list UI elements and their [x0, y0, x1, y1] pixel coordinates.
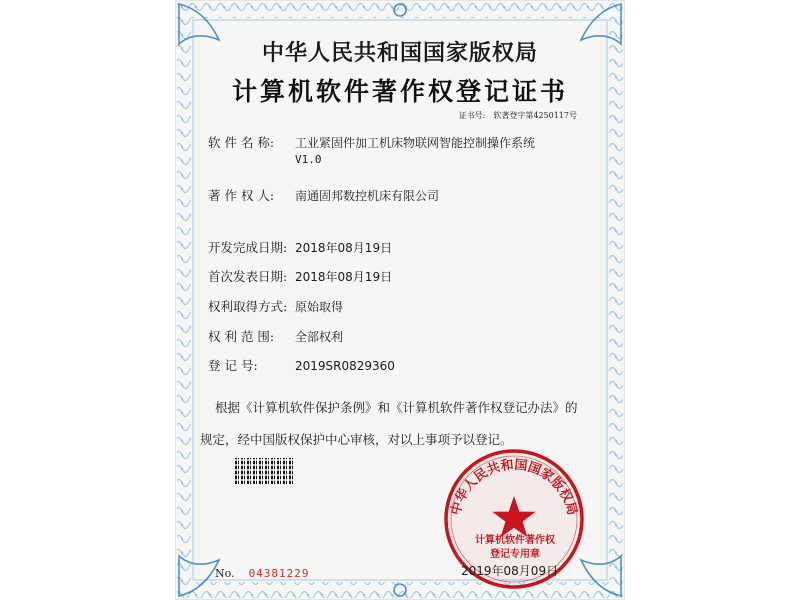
owner-value: 南通固邦数控机床有限公司 [295, 189, 440, 203]
serial-number-label: No. [215, 567, 235, 580]
dev-date-label: 开发完成日期: [208, 240, 288, 255]
issuer-name: 中华人民共和国国家版权局 [261, 40, 538, 66]
rights-scope-label: 权 利 范 围: [208, 329, 275, 344]
field-rights-scope [208, 327, 343, 345]
acquire-method-value: 原始取得 [295, 300, 344, 314]
legal-basis-line-1: 根据《计算机软件保护条例》和《计算机软件著作权登记办法》的 [215, 400, 578, 415]
certificate-number-value: 软著登字第4250117号 [493, 111, 577, 120]
publish-date-label: 首次发表日期: [208, 269, 288, 284]
field-publish-date [208, 267, 392, 285]
rights-scope-value: 全部权利 [295, 330, 344, 344]
certificate-title: 计算机软件著作权登记证书 [231, 77, 568, 106]
serial-number-value: 04381229 [248, 567, 310, 580]
software-name-label: 软 件 名 称: [208, 135, 275, 150]
acquire-method-label: 权利取得方式: [208, 299, 288, 314]
certificate-number-label: 证书号: [458, 111, 486, 120]
seal-inner-line-2: 登记专用章 [490, 549, 540, 560]
field-software-name [208, 133, 535, 166]
barcode [235, 458, 293, 484]
field-dev-date [208, 238, 392, 256]
software-name-value: 工业紧固件加工机床物联网智能控制操作系统 [295, 136, 536, 150]
publish-date-value: 2018年08月19日 [295, 270, 393, 284]
registration-number-label: 登 记 号: [208, 358, 258, 373]
field-owner [208, 186, 439, 204]
owner-label: 著 作 权 人: [208, 188, 275, 203]
seal-ring-text: 中华人民共和国国家版权局 [448, 457, 580, 517]
certificate [175, 0, 625, 600]
field-acquire-method [208, 297, 343, 315]
certificate-number [459, 110, 577, 121]
field-registration-number [208, 356, 395, 374]
registration-number-value: 2019SR0829360 [295, 359, 395, 373]
serial-number [215, 567, 310, 580]
dev-date-value: 2018年08月19日 [295, 241, 393, 255]
seal-inner-line-1: 计算机软件著作权 [475, 535, 555, 546]
software-version: V1.0 [295, 153, 322, 166]
issue-date: 2019年08月09日 [461, 564, 559, 578]
legal-basis-line-2: 规定，经中国版权保护中心审核，对以上事项予以登记。 [200, 432, 513, 447]
